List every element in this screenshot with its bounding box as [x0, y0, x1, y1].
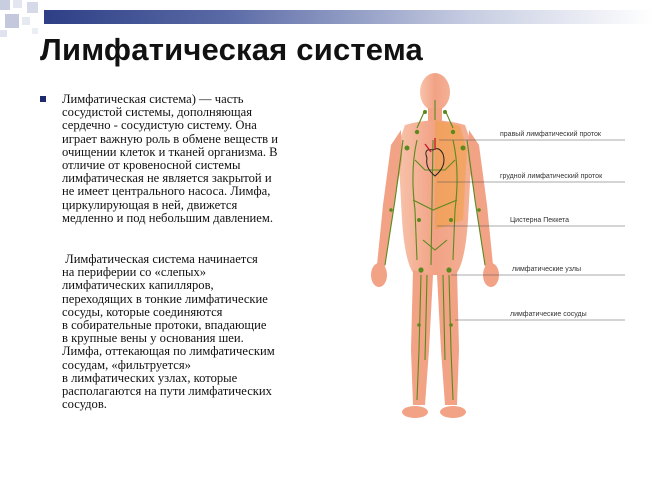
decor-square — [5, 14, 19, 28]
lymphatic-system-figure — [355, 70, 645, 430]
callout-label-lymph-nodes: лимфатические узлы — [512, 266, 582, 273]
text-line: сосудам, «фильтруется» — [62, 357, 191, 372]
text-line: Лимфатическая система начинается — [62, 252, 258, 266]
decor-square — [22, 17, 30, 25]
text-line: располагаются на пути лимфатических — [62, 384, 272, 399]
text-line: играет важную роль в обмене веществ и — [62, 131, 279, 146]
bullet-marker — [40, 96, 46, 102]
text-line: в крупные вены у основания шеи. — [62, 331, 244, 346]
callout-label-cisterna: Цистерна Пеккета — [510, 217, 570, 224]
text-line: лимфатических капилляров, — [62, 278, 214, 293]
text-line: переходящих в тонкие лимфатические — [62, 291, 268, 306]
text-line: медленно и под небольшим давлением. — [62, 210, 274, 225]
text-line: отличие от кровеносной системы — [62, 158, 241, 173]
decor-square — [0, 30, 7, 37]
decor-square — [0, 0, 10, 10]
text-line: очищении клеток и тканей организма. В — [62, 144, 278, 159]
text-line: Лимфатическая система) — часть — [62, 92, 244, 106]
decor-square — [13, 0, 22, 8]
text-line: циркулирующая в ней, движется — [62, 197, 238, 212]
slide-title: Лимфатическая система — [40, 32, 423, 67]
text-line: сердечно - сосудистую систему. Она — [62, 118, 257, 133]
callout-label-thoracic-duct: грудной лимфатический проток — [500, 173, 603, 180]
text-line: сосудов. — [62, 397, 107, 412]
text-line: Лимфа, оттекающая по лимфатическим — [62, 344, 275, 359]
text-line: сосудистой системы, дополняющая — [62, 105, 253, 120]
callout-label-lymph-vessels: лимфатические сосуды — [510, 311, 587, 318]
human-body-silhouette — [371, 73, 499, 418]
text-line: сосуды, которые соединяются — [62, 304, 223, 319]
header-gradient-bar — [44, 10, 653, 24]
callout-label-right-duct: правый лимфатический проток — [500, 131, 601, 138]
decor-square — [32, 28, 38, 34]
body-paragraph-1 — [62, 93, 324, 225]
text-line: не имеет центрального насоса. Лимфа, — [62, 184, 271, 199]
body-paragraph-2 — [62, 253, 324, 411]
text-line: на периферии со «слепых» — [62, 265, 207, 280]
text-line: в собирательные протоки, впадающие — [62, 318, 267, 333]
text-line: в лимфатических узлах, которые — [62, 370, 238, 385]
decor-square — [27, 2, 38, 13]
text-line: лимфатическая не является закрытой и — [62, 171, 272, 186]
